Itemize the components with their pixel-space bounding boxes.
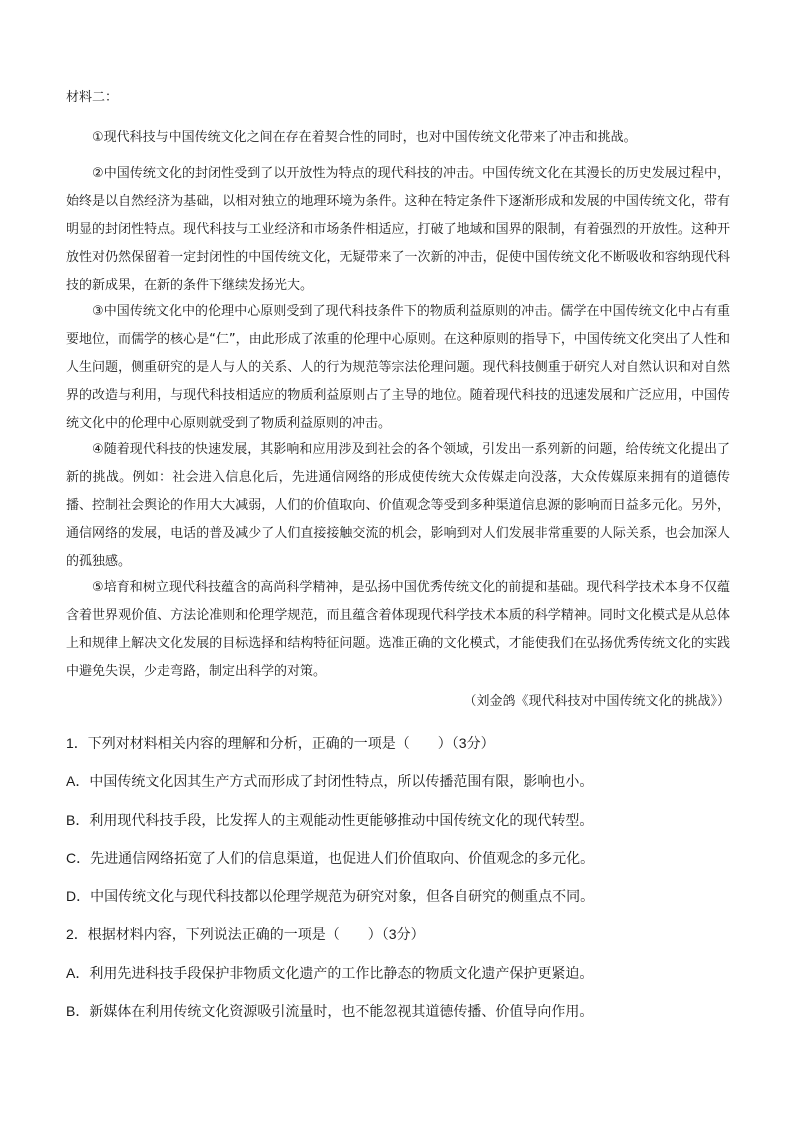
question-2-option-a: A．利用先进科技手段保护非物质文化遗产的工作比静态的物质文化遗产保护更紧迫。 [66,965,594,981]
question-1-option-b: B．利用现代科技手段，比发挥人的主观能动性更能够推动中国传统文化的现代转型。 [66,812,594,828]
material-paragraph-2: ②中国传统文化的封闭性受到了以开放性为特点的现代科技的冲击。中国传统文化在其漫长的历史发展过程中，始终是以自然经济为基础，以相对独立的地理环境为条件。这种在特定条件下逐渐形成和发展的中国传统文化，带有明显的封闭性特点。现代科技与工业经济和市场条件相适应，打破了地域和国界的限制，有着强烈的开放性。这种开放性对仍然保留着一定封闭性的中国传统文化，无疑带来了一次新的冲击，促使中国传统文化不断吸收和容纳现代科技的新成果，在新的条件下继续发扬光大。 [66,166,730,293]
question-1-option-d: D．中国传统文化与现代科技都以伦理学规范为研究对象，但各自研究的侧重点不同。 [66,888,595,904]
material-paragraph-1: ①现代科技与中国传统文化之间在存在着契合性的同时，也对中国传统文化带来了冲击和挑战。 [92,130,637,145]
material-paragraph-5: ⑤培育和树立现代科技蕴含的高尚科学精神，是弘扬中国优秀传统文化的前提和基础。现代科学技术本身不仅蕴含着世界观价值、方法论准则和伦理学规范，而且蕴含着体现现代科学技术本质的科学精神。同时文化模式是从总体上和规律上解决文化发展的目标选择和结构特征问题。选准正确的文化模式，才能使我们在弘扬优秀传统文化的实践中避免失误，少走弯路，制定出科学的对策。 [66,580,730,679]
question-2-option-b: B．新媒体在利用传统文化资源吸引流量时，也不能忽视其道德传播、价值导向作用。 [66,1003,594,1019]
question-1-option-c: C．先进通信网络拓宽了人们的信息渠道，也促进人们价值取向、价值观念的多元化。 [66,850,595,866]
material-paragraph-4: ④随着现代科技的快速发展，其影响和应用涉及到社会的各个领域，引发出一系列新的问题，给传统文化提出了新的挑战。例如：社会进入信息化后，先进通信网络的形成使传统大众传媒走向没落，大众传媒原来拥有的道德传播、控制社会舆论的作用大大减弱，人们的价值取向、价值观念等受到多种渠道信息源的影响而日益多元化。另外，通信网络的发展，电话的普及减少了人们直接接触交流的机会，影响到对人们发展非常重要的人际关系，也会加深人的孤独感。 [66,442,730,569]
question-1-option-a: A．中国传统文化因其生产方式而形成了封闭性特点，所以传播范围有限，影响也小。 [66,773,594,789]
question-1-stem: 1．下列对材料相关内容的理解和分析，正确的一项是（ ）（3分） [66,735,495,751]
material-paragraph-3: ③中国传统文化中的伦理中心原则受到了现代科技条件下的物质利益原则的冲击。儒学在中国传统文化中占有重要地位，而儒学的核心是“仁”，由此形成了浓重的伦理中心原则。在这种原则的指导下，中国传统文化突出了人性和人生问题，侧重研究的是人与人的关系、人的行为规范等宗法伦理问题。现代科技侧重于研究人对自然认识和对自然界的改造与利用，与现代科技相适应的物质利益原则占了主导的地位。随着现代科技的迅速发展和广泛应用，中国传统文化中的伦理中心原则就受到了物质利益原则的冲击。 [66,304,730,431]
material-source: （刘金鸽《现代科技对中国传统文化的挑战》） [463,694,730,709]
material-heading: 材料二： [66,90,119,105]
question-2-stem: 2．根据材料内容，下列说法正确的一项是（ ）（3分） [66,926,425,942]
